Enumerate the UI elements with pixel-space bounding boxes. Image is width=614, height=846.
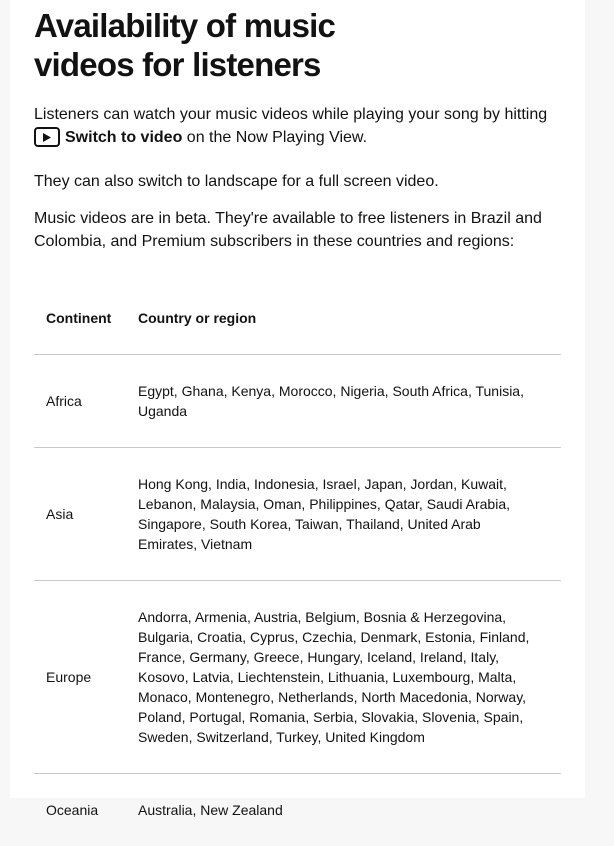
table-row — [34, 355, 561, 448]
article-content — [34, 0, 561, 846]
table-row — [34, 774, 561, 846]
continent-cell: Africa — [34, 355, 138, 448]
countries-cell: Hong Kong, India, Indonesia, Israel, Japan, Jordan, Kuwait, Lebanon, Malaysia, Oman, Philippines, Qatar, Saudi Arabia, Singapore, South Korea, Taiwan, Thailand, United Arab Emirates, Vietnam — [138, 448, 561, 581]
table-row — [34, 448, 561, 581]
header-country-region: Country or region — [138, 282, 561, 355]
switch-to-video-label: Switch to video — [65, 129, 182, 146]
countries-cell: Australia, New Zealand — [138, 774, 561, 846]
table-header-row — [34, 282, 561, 355]
play-icon — [34, 127, 60, 147]
availability-table — [34, 282, 561, 846]
article-page — [10, 0, 585, 798]
countries-cell: Andorra, Armenia, Austria, Belgium, Bosnia & Herzegovina, Bulgaria, Croatia, Cyprus, Czechia, Denmark, Estonia, Finland, France, Germany, Greece, Hungary, Iceland, Ireland, Italy, Kosovo, Latvia, Liechtenstein, Lithuania, Luxembourg, Malta, Monaco, Montenegro, Netherlands, North Macedonia, Norway, Poland, Portugal, Romania, Serbia, Slovakia, Slovenia, Spain, Sweden, Switzerland, Turkey, United Kingdom — [138, 581, 561, 774]
continent-cell: Oceania — [34, 774, 138, 846]
intro-paragraph — [34, 103, 561, 149]
intro-suffix: on the Now Playing View. — [182, 129, 367, 146]
continent-cell: Asia — [34, 448, 138, 581]
page-title: Availability of music videos for listeners — [34, 0, 364, 84]
continent-cell: Europe — [34, 581, 138, 774]
countries-cell: Egypt, Ghana, Kenya, Morocco, Nigeria, South Africa, Tunisia, Uganda — [138, 355, 561, 448]
beta-paragraph: Music videos are in beta. They're available to free listeners in Brazil and Colombia, and Premium subscribers in these countries and regions: — [34, 207, 561, 253]
table-row — [34, 581, 561, 774]
intro-text: Listeners can watch your music videos while playing your song by hitting — [34, 106, 547, 123]
header-continent: Continent — [34, 282, 138, 355]
landscape-paragraph: They can also switch to landscape for a full screen video. — [34, 170, 561, 193]
